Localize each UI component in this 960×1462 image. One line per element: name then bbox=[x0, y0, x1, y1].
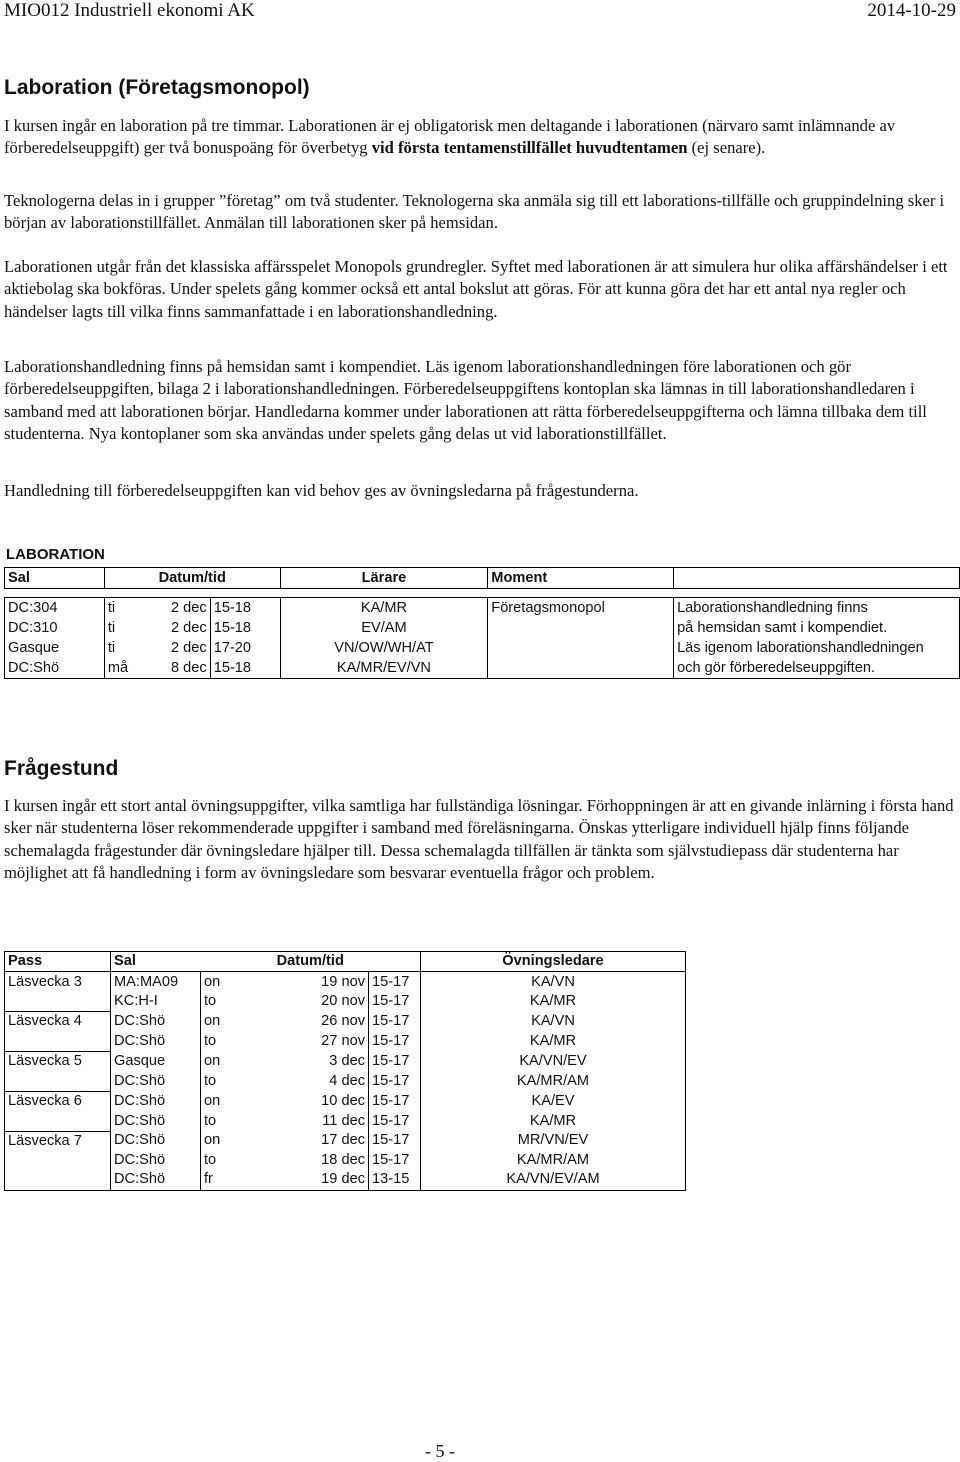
page-header bbox=[4, 0, 956, 28]
cell-time: 15-17 bbox=[369, 1111, 421, 1131]
cell-date: 4 dec bbox=[289, 1071, 369, 1091]
cell-note: Läs igenom laborationshandledningen bbox=[674, 638, 960, 658]
cell-note: Laborationshandledning finns bbox=[674, 598, 960, 619]
cell-sal: DC:Shö bbox=[111, 1151, 201, 1170]
table-row bbox=[5, 1151, 686, 1170]
lab-intro-text: I kursen ingår en laboration på tre timmar. Laborationen är ej obligatorisk men deltagande i laborationen (närvaro samt inlämnande av förberedelseuppgift) ger två bonuspoäng för överbetyg bbox=[4, 116, 896, 158]
cell-ledare: KA/MR bbox=[421, 992, 686, 1012]
col-header-sal: Sal bbox=[5, 568, 105, 589]
table-row bbox=[5, 1071, 686, 1091]
cell-date: 2 dec bbox=[136, 598, 210, 619]
cell-day: ti bbox=[104, 598, 136, 619]
col-header-sal: Sal bbox=[111, 952, 201, 972]
lab-intro-paragraph bbox=[4, 115, 956, 160]
cell-time: 15-17 bbox=[369, 1012, 421, 1032]
cell-day: on bbox=[201, 972, 289, 992]
cell-time: 15-18 bbox=[210, 658, 280, 679]
cell-date: 19 dec bbox=[289, 1170, 369, 1190]
table-row bbox=[5, 638, 960, 658]
lab-groups-paragraph: Teknologerna delas in i grupper ”företag” om två studenter. Teknologerna ska anmäla sig till ett laborations-tillfälle och gruppindelning sker i början av laborationstillfället. Anmälan till laborationen sker på hemsidan. bbox=[4, 191, 945, 233]
cell-date: 18 dec bbox=[289, 1151, 369, 1170]
course-title: MIO012 Industriell ekonomi AK bbox=[4, 0, 255, 21]
cell-date: 2 dec bbox=[136, 638, 210, 658]
cell-date: 2 dec bbox=[136, 618, 210, 638]
page-number: - 5 - bbox=[425, 1441, 455, 1461]
cell-time: 15-17 bbox=[369, 1091, 421, 1111]
cell-ledare: KA/MR/AM bbox=[421, 1071, 686, 1091]
cell-sal: KC:H-I bbox=[111, 992, 201, 1012]
cell-day: to bbox=[204, 1033, 217, 1049]
cell-pass: Läsvecka 5 bbox=[5, 1051, 111, 1071]
cell-day: on bbox=[204, 1092, 221, 1109]
cell-larare: VN/OW/WH/AT bbox=[280, 638, 488, 658]
cell-ledare: KA/MR/AM bbox=[421, 1151, 686, 1170]
cell-pass bbox=[5, 1071, 111, 1091]
cell-day: fr bbox=[201, 1170, 289, 1190]
cell-ledare: KA/MR bbox=[421, 1032, 686, 1052]
table-row bbox=[5, 658, 960, 679]
cell-date: 26 nov bbox=[289, 1012, 369, 1032]
table-row bbox=[5, 618, 960, 638]
cell-sal: Gasque bbox=[5, 638, 105, 658]
cell-moment bbox=[488, 658, 674, 679]
cell-day: må bbox=[104, 658, 136, 679]
col-header-datum: Datum/tid bbox=[201, 952, 421, 972]
header-date: 2014-10-29 bbox=[867, 0, 956, 21]
cell-time: 15-17 bbox=[369, 1032, 421, 1052]
table-row bbox=[5, 1091, 686, 1111]
table-row bbox=[5, 972, 686, 992]
cell-moment bbox=[488, 638, 674, 658]
cell-pass: Läsvecka 3 bbox=[5, 972, 111, 992]
cell-ledare: KA/VN/EV/AM bbox=[421, 1170, 686, 1190]
cell-larare: EV/AM bbox=[280, 618, 488, 638]
lab-monopoly-paragraph: Laborationen utgår från det klassiska affärsspelet Monopols grundregler. Syftet med laborationen är att simulera hur olika affärshändelser i ett aktiebolag ska bokföras. Under spelets gång kommer också ett antal bokslut att göras. För att kunna göra det har ett antal nya regler och händelser lagts till vilka finns sammanfattade i en laborationshandledning. bbox=[4, 257, 948, 321]
cell-day: to bbox=[204, 1152, 217, 1169]
cell-pass bbox=[5, 1170, 111, 1190]
cell-date: 8 dec bbox=[136, 658, 210, 679]
cell-time: 15-17 bbox=[369, 1131, 421, 1151]
cell-ledare: KA/EV bbox=[421, 1091, 686, 1111]
lab-section-title: Laboration (Företagsmonopol) bbox=[4, 76, 310, 99]
lab-table-header-row bbox=[5, 568, 960, 589]
cell-sal: Gasque bbox=[111, 1051, 201, 1071]
cell-note: på hemsidan samt i kompendiet. bbox=[674, 618, 960, 638]
cell-date: 11 dec bbox=[289, 1111, 369, 1131]
cell-sal: DC:Shö bbox=[111, 1170, 201, 1190]
frage-section-title: Frågestund bbox=[4, 757, 119, 780]
cell-time: 15-18 bbox=[210, 618, 280, 638]
lab-table-caption: LABORATION bbox=[6, 546, 105, 563]
cell-pass bbox=[5, 1111, 111, 1131]
cell-time: 15-17 bbox=[369, 1151, 421, 1170]
cell-day: to bbox=[204, 1072, 217, 1089]
cell-pass: Läsvecka 4 bbox=[5, 1012, 111, 1032]
lab-schedule-table bbox=[4, 567, 960, 679]
cell-pass bbox=[5, 1151, 111, 1170]
frage-schedule-table bbox=[4, 951, 686, 1191]
table-row bbox=[5, 1111, 686, 1131]
cell-pass: Läsvecka 7 bbox=[5, 1131, 111, 1151]
col-header-moment: Moment bbox=[488, 568, 674, 589]
lab-guide-paragraph: Laborationshandledning finns på hemsidan samt i kompendiet. Läs igenom laborationshandledningen före laborationen och gör förberedelseuppgiften, bilaga 2 i laborationshandledningen. Förberedelseuppgiftens kontoplan ska lämnas in till laborationshandledaren i samband med att laborationen börjar. Handledarna kommer under laborationen att rätta förberedelseuppgifterna och lämna tillbaka dem till studenterna. Nya kontoplaner som ska användas under spelets gång delas ut vid laborationstillfället. bbox=[4, 357, 927, 443]
cell-sal: DC:Shö bbox=[5, 658, 105, 679]
table-row bbox=[5, 1012, 686, 1032]
cell-sal: DC:304 bbox=[5, 598, 105, 619]
cell-date: 19 nov bbox=[289, 972, 369, 992]
cell-pass: Läsvecka 6 bbox=[5, 1091, 111, 1111]
cell-sal: DC:Shö bbox=[111, 1091, 201, 1111]
cell-ledare: KA/MR bbox=[421, 1111, 686, 1131]
cell-ledare: KA/VN bbox=[421, 972, 686, 992]
cell-day: ti bbox=[107, 619, 116, 636]
cell-day: on bbox=[204, 1052, 221, 1069]
cell-time: 15-17 bbox=[369, 972, 421, 992]
col-header-pass: Pass bbox=[5, 952, 111, 972]
cell-day: to bbox=[204, 993, 217, 1010]
cell-day: on bbox=[204, 1013, 221, 1030]
cell-day: on bbox=[204, 1132, 221, 1149]
lab-intro-bold: vid första tentamenstillfället huvudtentamen bbox=[371, 138, 688, 158]
cell-ledare: KA/VN/EV bbox=[421, 1051, 686, 1071]
cell-sal: DC:Shö bbox=[111, 1032, 201, 1052]
frage-paragraph: I kursen ingår ett stort antal övningsuppgifter, vilka samtliga har fullständiga lösningar. Förhoppningen är att en givande inlärning i första hand sker när studenterna löser rekommenderade uppgifter i samband med föreläsningarna. Önskas ytterligare individuell hjälp finns följande schemalagda frågestunder där övningsledare hjälper till. Dessa schemalagda tillfällen är tänkta som självstudiepass där studenterna har möjlighet att få handledning i form av övningsledare som besvarar eventuella frågor och problem. bbox=[4, 796, 954, 882]
cell-date: 17 dec bbox=[289, 1131, 369, 1151]
cell-time: 15-17 bbox=[369, 1051, 421, 1071]
cell-sal: DC:Shö bbox=[111, 1012, 201, 1032]
col-header-empty bbox=[674, 568, 960, 589]
table-row bbox=[5, 1170, 686, 1190]
cell-sal: DC:Shö bbox=[111, 1071, 201, 1091]
cell-moment bbox=[488, 618, 674, 638]
cell-sal: DC:310 bbox=[5, 618, 105, 638]
cell-ledare: KA/VN bbox=[421, 1012, 686, 1032]
cell-day: ti bbox=[107, 639, 116, 656]
table-row bbox=[5, 992, 686, 1012]
cell-moment: Företagsmonopol bbox=[488, 598, 674, 619]
table-row bbox=[5, 1032, 686, 1052]
cell-sal: DC:Shö bbox=[111, 1111, 201, 1131]
cell-time: 15-18 bbox=[210, 598, 280, 619]
cell-pass bbox=[5, 992, 111, 1012]
cell-date: 20 nov bbox=[289, 992, 369, 1012]
cell-note: och gör förberedelseuppgiften. bbox=[674, 658, 960, 679]
cell-sal: DC:Shö bbox=[111, 1131, 201, 1151]
cell-time: 15-17 bbox=[369, 1071, 421, 1091]
cell-pass bbox=[5, 1032, 111, 1052]
pass-table-header-row bbox=[5, 952, 686, 972]
lab-intro-tail: (ej senare). bbox=[687, 138, 766, 158]
cell-date: 27 nov bbox=[289, 1032, 369, 1052]
cell-time: 17-20 bbox=[210, 638, 280, 658]
cell-time: 15-17 bbox=[369, 992, 421, 1012]
lab-supervision-paragraph: Handledning till förberedelseuppgiften kan vid behov ges av övningsledarna på frågestunderna. bbox=[4, 481, 639, 500]
cell-day: to bbox=[204, 1112, 217, 1129]
col-header-datum: Datum/tid bbox=[104, 568, 280, 589]
table-row bbox=[5, 598, 960, 619]
cell-larare: KA/MR bbox=[280, 598, 488, 619]
cell-larare: KA/MR/EV/VN bbox=[280, 658, 488, 679]
cell-time: 13-15 bbox=[369, 1170, 421, 1190]
col-header-larare: Lärare bbox=[280, 568, 488, 589]
table-row bbox=[5, 1051, 686, 1071]
cell-date: 10 dec bbox=[289, 1091, 369, 1111]
col-header-ovningsledare: Övningsledare bbox=[421, 952, 686, 972]
cell-sal: MA:MA09 bbox=[111, 972, 201, 992]
cell-date: 3 dec bbox=[289, 1051, 369, 1071]
cell-ledare: MR/VN/EV bbox=[421, 1131, 686, 1151]
table-row bbox=[5, 1131, 686, 1151]
